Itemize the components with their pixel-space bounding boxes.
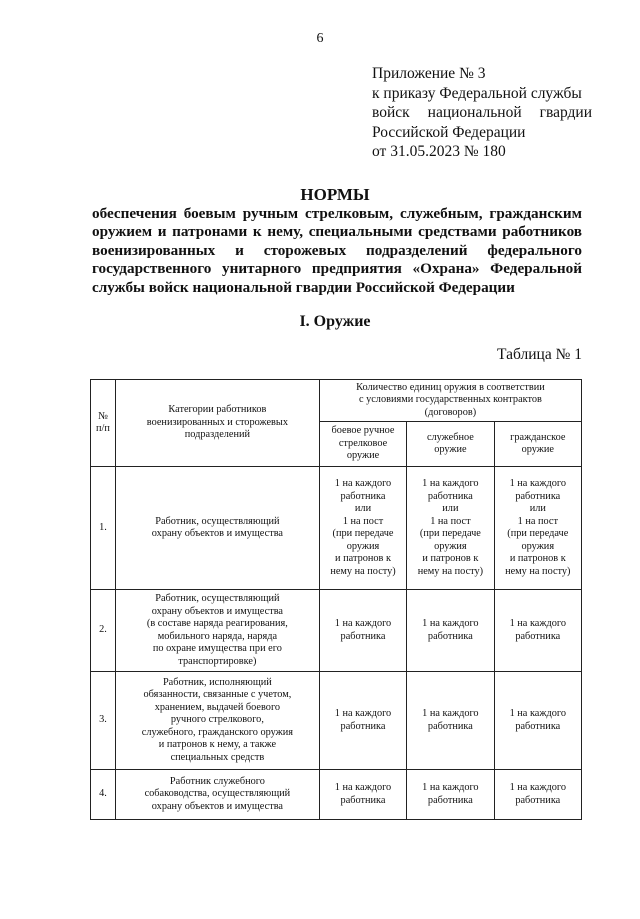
- row-combat: 1 на каждого работника: [319, 770, 406, 820]
- appendix-line: Российской Федерации: [372, 123, 526, 141]
- row-number: 1.: [91, 467, 116, 590]
- appendix-line: войск национальной гвардии: [372, 104, 592, 121]
- row-number: 2.: [91, 590, 116, 672]
- subtitle-line: военизированных и сторожевых подразделений федерального: [92, 241, 582, 259]
- table-row: [91, 590, 582, 672]
- subtitle-line: оружием и патронами к нему, специальными средствами работников: [92, 223, 582, 241]
- appendix-line: от 31.05.2023 № 180: [372, 143, 506, 160]
- section-heading: I. Оружие: [299, 313, 371, 330]
- page-number: 6: [316, 31, 324, 46]
- document-subtitle: [92, 205, 582, 297]
- row-combat: 1 на каждого работника: [319, 672, 406, 770]
- row-category: Работник, осуществляющий охрану объектов и имущества: [115, 467, 319, 590]
- row-category: Работник служебного собаководства, осуществляющий охрану объектов и имущества: [115, 770, 319, 820]
- row-civil: 1 на каждого работника или 1 на пост (при передаче оружия и патронов к нему на посту): [494, 467, 581, 590]
- table-row: [91, 467, 582, 590]
- row-combat: 1 на каждого работника или 1 на пост (при передаче оружия и патронов к нему на посту): [319, 467, 406, 590]
- row-service: 1 на каждого работника: [407, 770, 494, 820]
- document-title: НОРМЫ: [300, 185, 370, 204]
- header-category: Категории работников военизированных и сторожевых подразделений: [115, 380, 319, 467]
- row-number: 4.: [91, 770, 116, 820]
- row-civil: 1 на каждого работника: [494, 770, 581, 820]
- subtitle-line: службы войск национальной гвардии Российской Федерации: [92, 278, 515, 296]
- header-service-weapon: служебное оружие: [407, 422, 494, 467]
- table-row: [91, 672, 582, 770]
- table-row: [91, 770, 582, 820]
- row-service: 1 на каждого работника или 1 на пост (при передаче оружия и патронов к нему на посту): [407, 467, 494, 590]
- row-service: 1 на каждого работника: [407, 672, 494, 770]
- weapons-norms-table: [90, 379, 582, 820]
- row-civil: 1 на каждого работника: [494, 672, 581, 770]
- table-label: Таблица № 1: [497, 346, 582, 363]
- appendix-line: к приказу Федеральной службы: [372, 84, 582, 102]
- row-number: 3.: [91, 672, 116, 770]
- header-combat-weapon: боевое ручное стрелковое оружие: [319, 422, 406, 467]
- row-civil: 1 на каждого работника: [494, 590, 581, 672]
- header-no: № п/п: [91, 380, 116, 467]
- row-service: 1 на каждого работника: [407, 590, 494, 672]
- header-civil-weapon: гражданское оружие: [494, 422, 581, 467]
- header-weapon-count: Количество единиц оружия в соответствии с условиями государственных контрактов (договоров): [319, 380, 581, 422]
- row-category: Работник, исполняющий обязанности, связанные с учетом, хранением, выдачей боевого ручного стрелкового, служебного, гражданского оружия и патронов к нему, а также специальных средств: [115, 672, 319, 770]
- subtitle-line: обеспечения боевым ручным стрелковым, служебным, гражданским: [92, 205, 582, 222]
- subtitle-line: государственного унитарного предприятия «Охрана» Федеральной: [92, 260, 582, 278]
- row-combat: 1 на каждого работника: [319, 590, 406, 672]
- appendix-block: [372, 64, 592, 162]
- appendix-line: Приложение № 3: [372, 65, 486, 82]
- row-category: Работник, осуществляющий охрану объектов и имущества (в составе наряда реагирования, мобильного наряда, наряда по охране имущества при его транспортировке): [115, 590, 319, 672]
